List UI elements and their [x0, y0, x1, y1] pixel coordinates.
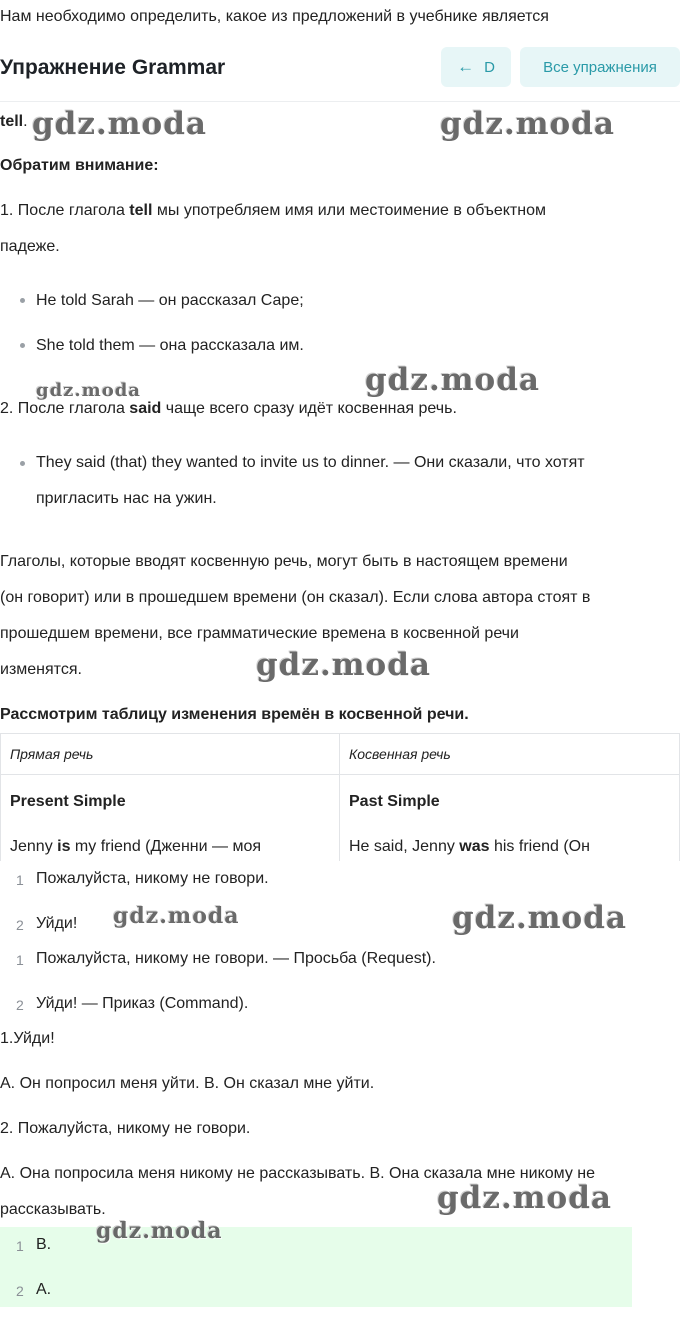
list-number: 2: [16, 917, 24, 933]
watermark: gdz.moda: [36, 380, 141, 401]
question-1: 1.Уйди!: [0, 1030, 55, 1047]
watermark: gdz.moda: [365, 362, 540, 398]
table-cell: Present Simple Jenny is my friend (Дженни — моя: [0, 774, 340, 864]
paragraph-line: Глаголы, которые вводят косвенную речь, могут быть в настоящем времени: [0, 553, 568, 570]
page-title: Упражнение Grammar: [0, 56, 226, 79]
all-exercises-button[interactable]: Все упражнения: [520, 47, 680, 87]
list-number: 1: [16, 1238, 24, 1254]
table-example: Jenny is my friend (Дженни — моя: [10, 838, 261, 855]
list-item: They said (that) they wanted to invite us to dinner. — Они сказали, что хотят: [36, 454, 585, 471]
list-item: Пожалуйста, никому не говори. — Просьба (Request).: [36, 950, 436, 967]
intro-line: tell.: [0, 113, 28, 130]
answer-item: A.: [36, 1281, 52, 1298]
list-item: Пожалуйста, никому не говори.: [36, 870, 269, 887]
bullet-dot: [20, 298, 25, 303]
point-2: 2. После глагола said чаще всего сразу идёт косвенная речь.: [0, 400, 457, 417]
question-2: 2. Пожалуйста, никому не говори.: [0, 1120, 251, 1137]
top-text: Нам необходимо определить, какое из предложений в учебнике является: [0, 8, 549, 25]
header-divider: [0, 101, 680, 102]
table-cutoff: [0, 861, 680, 867]
paragraph-line: изменятся.: [0, 661, 82, 678]
watermark: gdz.moda: [256, 647, 431, 683]
answer-options-1: A. Он попросил меня уйти. B. Он сказал мне уйти.: [0, 1075, 375, 1092]
watermark: gdz.moda: [32, 106, 207, 142]
paragraph-line: (он говорит) или в прошедшем времени (он сказал). Если слова автора стоят в: [0, 589, 591, 606]
list-item-continuation: пригласить нас на ужин.: [36, 490, 217, 507]
list-number: 1: [16, 872, 24, 888]
bullet-dot: [20, 343, 25, 348]
answer-options-2: A. Она попросила меня никому не рассказывать. B. Она сказала мне никому не: [0, 1165, 596, 1182]
table-example: He said, Jenny was his friend (Он: [349, 838, 590, 855]
exercise-header: [0, 36, 680, 102]
list-number: 2: [16, 997, 24, 1013]
watermark: gdz.moda: [437, 1180, 612, 1216]
watermark: gdz.moda: [452, 900, 627, 936]
watermark: gdz.moda: [96, 1218, 223, 1244]
arrow-left-icon: ←: [457, 57, 475, 76]
list-number: 1: [16, 952, 24, 968]
table-cell: Past Simple He said, Jenny was his friend (Он: [339, 774, 680, 864]
bullet-dot: [20, 461, 25, 466]
paragraph-line: прошедшем времени, все грамматические времена в косвенной речи: [0, 625, 519, 642]
list-item: He told Sarah — он рассказал Саре;: [36, 292, 304, 309]
table-intro: Рассмотрим таблицу изменения времён в косвенной речи.: [0, 706, 469, 723]
point-1-line-2: падеже.: [0, 238, 60, 255]
list-item: Уйди! — Приказ (Command).: [36, 995, 249, 1012]
back-button[interactable]: [441, 47, 511, 87]
point-1: 1. После глагола tell мы употребляем имя или местоимение в объектном: [0, 202, 546, 219]
watermark: gdz.moda: [440, 106, 615, 142]
list-number: 2: [16, 1283, 24, 1299]
list-item: She told them — она рассказала им.: [36, 337, 304, 354]
table-header-cell: Косвенная речь: [339, 733, 680, 775]
answer-item: B.: [36, 1236, 52, 1253]
answer-block: [0, 1227, 632, 1307]
watermark: gdz.moda: [113, 903, 240, 929]
attention-heading: Обратим внимание:: [0, 157, 159, 174]
answer-options-2-line-2: рассказывать.: [0, 1201, 106, 1218]
table-header-cell: Прямая речь: [0, 733, 340, 775]
back-button-label: D: [484, 58, 495, 76]
list-item: Уйди!: [36, 915, 78, 932]
